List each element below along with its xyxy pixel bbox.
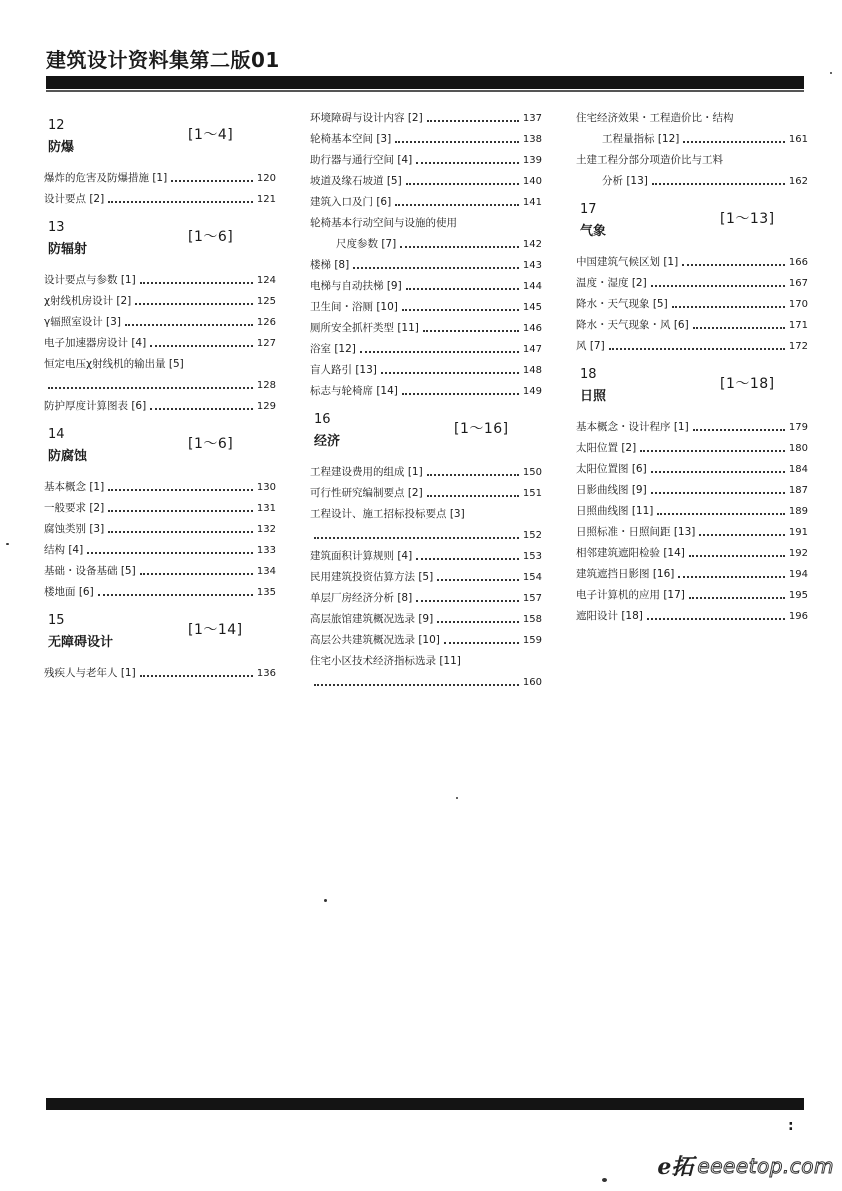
chapter-number: 15 [48, 613, 65, 628]
entry-page: 133 [256, 545, 276, 556]
entry-title: 可行性研究编制要点 [2] [310, 487, 423, 499]
chapter-range: [1～13] [720, 211, 775, 227]
entry-title: 防护厚度计算图表 [6] [44, 400, 147, 412]
entry-title: 工程量指标 [12] [602, 133, 680, 145]
entry-page: 124 [256, 275, 276, 286]
entry-title: 设计要点 [2] [44, 193, 105, 205]
entry-title: 降水・天气现象 [5] [576, 298, 668, 310]
toc-entry [44, 519, 276, 540]
toc-entry [44, 354, 276, 375]
toc-entry [44, 375, 276, 396]
chapter-name: 经济 [314, 434, 341, 449]
entry-page: 167 [788, 278, 808, 289]
chapter-name: 防辐射 [48, 242, 88, 257]
dot-leader [683, 141, 785, 143]
dot-leader [657, 513, 785, 515]
page-title: 建筑设计资料集第二版01 [46, 48, 280, 72]
toc-entry [44, 291, 276, 312]
dot-leader [416, 162, 519, 164]
footer-mark: : [788, 1118, 794, 1134]
toc-entry [576, 480, 808, 501]
header-rule [46, 76, 804, 89]
toc-entry [576, 501, 808, 522]
chapter-heading [44, 214, 276, 264]
chapter-number: 18 [580, 367, 597, 382]
entry-page: 180 [788, 443, 808, 454]
entry-page: 141 [522, 197, 542, 208]
dot-leader [444, 642, 519, 644]
entry-page: 192 [788, 548, 808, 559]
entry-page: 158 [522, 614, 542, 625]
entry-title: 浴室 [12] [310, 343, 356, 355]
toc-entry [576, 129, 808, 150]
chapter-number: 13 [48, 220, 65, 235]
toc-entry [310, 129, 542, 150]
dot-leader [427, 474, 519, 476]
chapter-name: 气象 [580, 224, 607, 239]
entry-title: 工程建设费用的组成 [1] [310, 466, 423, 478]
entry-page: 131 [256, 503, 276, 514]
dot-leader [395, 204, 519, 206]
entry-title: 相邻建筑遮阳检验 [14] [576, 547, 685, 559]
dot-leader [406, 288, 519, 290]
entry-title: χ射线机房设计 [2] [44, 295, 132, 307]
toc-entry [576, 273, 808, 294]
entry-page: 162 [788, 176, 808, 187]
entry-page: 166 [788, 257, 808, 268]
entry-title: 分析 [13] [602, 175, 648, 187]
entry-title: 建筑面积计算规则 [4] [310, 550, 413, 562]
toc-entry [44, 396, 276, 417]
toc-entry [310, 462, 542, 483]
toc-entry [576, 459, 808, 480]
entry-title: 温度・湿度 [2] [576, 277, 647, 289]
entry-page: 136 [256, 668, 276, 679]
dot-leader [353, 267, 519, 269]
dot-leader [672, 306, 785, 308]
entry-page: 125 [256, 296, 276, 307]
toc-entry [44, 582, 276, 603]
toc-entry [310, 234, 542, 255]
toc-entry [310, 297, 542, 318]
dot-leader [381, 372, 519, 374]
entry-title: 民用建筑投资估算方法 [5] [310, 571, 434, 583]
entry-title: 结构 [4] [44, 544, 84, 556]
dot-leader [437, 621, 519, 623]
chapter-range: [1～6] [188, 436, 234, 452]
entry-page: 149 [522, 386, 542, 397]
entry-title: 降水・天气现象・风 [6] [576, 319, 689, 331]
dot-leader [689, 597, 785, 599]
toc-entry [310, 360, 542, 381]
chapter-heading [44, 421, 276, 471]
entry-page: 140 [522, 176, 542, 187]
entry-title: 太阳位置 [2] [576, 442, 637, 454]
entry-page: 134 [256, 566, 276, 577]
entry-title: 基本概念 [1] [44, 481, 105, 493]
toc-entry [576, 315, 808, 336]
entry-page: 132 [256, 524, 276, 535]
dot-leader [402, 309, 519, 311]
toc-entry [310, 651, 542, 672]
entry-page: 142 [522, 239, 542, 250]
entry-title: 标志与轮椅席 [14] [310, 385, 398, 397]
dot-leader [651, 285, 785, 287]
chapter-heading [44, 607, 276, 657]
dot-leader [609, 348, 785, 350]
entry-title: 坡道及缘石坡道 [5] [310, 175, 402, 187]
entry-page: 191 [788, 527, 808, 538]
dot-leader [652, 183, 785, 185]
dot-leader [699, 534, 785, 536]
entry-page: 161 [788, 134, 808, 145]
dot-leader [423, 330, 519, 332]
toc-entry [44, 168, 276, 189]
toc-entry [576, 336, 808, 357]
entry-title: 中国建筑气候区划 [1] [576, 256, 679, 268]
dot-leader [314, 684, 519, 686]
chapter-number: 14 [48, 427, 65, 442]
scan-speck [6, 543, 9, 545]
toc-entry [310, 483, 542, 504]
entry-page: 159 [522, 635, 542, 646]
entry-title: 楼地面 [6] [44, 586, 94, 598]
entry-title: 电子计算机的应用 [17] [576, 589, 685, 601]
entry-title: 风 [7] [576, 340, 605, 352]
dot-leader [140, 573, 253, 575]
toc-entry [576, 417, 808, 438]
dot-leader [108, 201, 253, 203]
entry-title: 日照曲线图 [11] [576, 505, 654, 517]
watermark-site: eeeetop.com [697, 1153, 834, 1178]
toc-entry [44, 663, 276, 684]
chapter-number: 16 [314, 412, 331, 427]
entry-page: 150 [522, 467, 542, 478]
entry-title: 工程设计、施工招标投标要点 [3] [310, 508, 465, 520]
dot-leader [437, 579, 519, 581]
entry-page: 144 [522, 281, 542, 292]
dot-leader [395, 141, 519, 143]
entry-page: 170 [788, 299, 808, 310]
toc-entry [310, 108, 542, 129]
chapter-range: [1～16] [454, 421, 509, 437]
toc-column-1 [44, 108, 276, 684]
watermark-logo: e拓 [657, 1154, 694, 1180]
entry-title: 助行器与通行空间 [4] [310, 154, 413, 166]
entry-title: 太阳位置图 [6] [576, 463, 647, 475]
entry-title: 环境障碍与设计内容 [2] [310, 112, 423, 124]
dot-leader [140, 282, 253, 284]
toc-entry [310, 567, 542, 588]
dot-leader [140, 675, 253, 677]
toc-entry [310, 213, 542, 234]
dot-leader [150, 408, 253, 410]
dot-leader [651, 471, 785, 473]
toc-column-3 [576, 108, 808, 627]
entry-title: 住宅小区技术经济指标选录 [11] [310, 655, 461, 667]
dot-leader [150, 345, 253, 347]
toc-column-2 [310, 108, 542, 693]
dot-leader [87, 552, 253, 554]
entry-page: 130 [256, 482, 276, 493]
toc-entry [44, 333, 276, 354]
dot-leader [651, 492, 785, 494]
entry-page: 143 [522, 260, 542, 271]
dot-leader [402, 393, 519, 395]
entry-page: 137 [522, 113, 542, 124]
watermark [657, 1150, 834, 1181]
entry-title: 卫生间・浴厕 [10] [310, 301, 398, 313]
entry-title: 基础・设备基础 [5] [44, 565, 136, 577]
entry-title: 设计要点与参数 [1] [44, 274, 136, 286]
entry-page: 139 [522, 155, 542, 166]
entry-title: 盲人路引 [13] [310, 364, 377, 376]
chapter-name: 防腐蚀 [48, 449, 88, 464]
chapter-range: [1～4] [188, 127, 234, 143]
entry-title: 轮椅基本空间 [3] [310, 133, 392, 145]
entry-page: 171 [788, 320, 808, 331]
toc-entry [576, 108, 808, 129]
entry-title: 楼梯 [8] [310, 259, 350, 271]
dot-leader [416, 558, 519, 560]
toc-entry [310, 339, 542, 360]
chapter-heading [576, 361, 808, 411]
chapter-number: 17 [580, 202, 597, 217]
chapter-number: 12 [48, 118, 65, 133]
entry-title: 建筑入口及门 [6] [310, 196, 392, 208]
entry-title: 住宅经济效果・工程造价比・结构 [576, 112, 734, 124]
toc-entry [44, 189, 276, 210]
entry-page: 152 [522, 530, 542, 541]
entry-page: 147 [522, 344, 542, 355]
entry-page: 135 [256, 587, 276, 598]
chapter-range: [1～6] [188, 229, 234, 245]
entry-page: 129 [256, 401, 276, 412]
entry-title: 高层旅馆建筑概况选录 [9] [310, 613, 434, 625]
entry-title: 单层厂房经济分析 [8] [310, 592, 413, 604]
entry-title: 遮阳设计 [18] [576, 610, 643, 622]
entry-page: 126 [256, 317, 276, 328]
dot-leader [427, 495, 519, 497]
dot-leader [678, 576, 785, 578]
entry-page: 157 [522, 593, 542, 604]
scan-speck [830, 72, 832, 74]
dot-leader [108, 531, 253, 533]
scan-speck [602, 1178, 607, 1182]
dot-leader [427, 120, 519, 122]
toc-entry [44, 498, 276, 519]
entry-title: 基本概念・设计程序 [1] [576, 421, 689, 433]
entry-title: 电梯与自动扶梯 [9] [310, 280, 402, 292]
dot-leader [693, 429, 785, 431]
dot-leader [400, 246, 519, 248]
toc-entry [310, 318, 542, 339]
scan-speck [324, 899, 327, 902]
toc-entry [310, 150, 542, 171]
entry-page: 160 [522, 677, 542, 688]
entry-title: 一般要求 [2] [44, 502, 105, 514]
toc-entry [310, 609, 542, 630]
chapter-name: 日照 [580, 389, 607, 404]
dot-leader [360, 351, 519, 353]
entry-page: 184 [788, 464, 808, 475]
entry-page: 127 [256, 338, 276, 349]
toc-entry [310, 255, 542, 276]
dot-leader [108, 510, 253, 512]
dot-leader [416, 600, 519, 602]
toc-entry [310, 171, 542, 192]
entry-page: 128 [256, 380, 276, 391]
chapter-range: [1～14] [188, 622, 243, 638]
entry-page: 194 [788, 569, 808, 580]
toc-entry [310, 588, 542, 609]
dot-leader [98, 594, 253, 596]
entry-page: 172 [788, 341, 808, 352]
entry-page: 121 [256, 194, 276, 205]
footer-rule [46, 1098, 804, 1110]
entry-title: γ辐照室设计 [3] [44, 316, 121, 328]
entry-page: 151 [522, 488, 542, 499]
toc-entry [576, 438, 808, 459]
dot-leader [314, 537, 519, 539]
entry-title: 尺度参数 [7] [336, 238, 397, 250]
toc-entry [576, 294, 808, 315]
chapter-range: [1～18] [720, 376, 775, 392]
entry-page: 189 [788, 506, 808, 517]
entry-title: 土建工程分部分项造价比与工料 [576, 154, 723, 166]
dot-leader [682, 264, 785, 266]
entry-page: 196 [788, 611, 808, 622]
entry-title: 日影曲线图 [9] [576, 484, 647, 496]
toc-entry [44, 561, 276, 582]
entry-page: 154 [522, 572, 542, 583]
toc-entry [44, 270, 276, 291]
entry-page: 153 [522, 551, 542, 562]
entry-page: 195 [788, 590, 808, 601]
dot-leader [406, 183, 519, 185]
toc-entry [576, 522, 808, 543]
dot-leader [48, 387, 253, 389]
entry-page: 179 [788, 422, 808, 433]
chapter-heading [576, 196, 808, 246]
dot-leader [640, 450, 785, 452]
entry-title: 腐蚀类别 [3] [44, 523, 105, 535]
entry-title: 轮椅基本行动空间与设施的使用 [310, 217, 457, 229]
toc-entry [576, 252, 808, 273]
dot-leader [693, 327, 785, 329]
entry-title: 厕所安全抓杆类型 [11] [310, 322, 419, 334]
entry-title: 恒定电压χ射线机的输出量 [5] [44, 358, 184, 370]
header-hairline [46, 90, 804, 92]
entry-title: 建筑遮挡日影图 [16] [576, 568, 675, 580]
entry-title: 电子加速器房设计 [4] [44, 337, 147, 349]
toc-entry [576, 585, 808, 606]
toc-entry [310, 276, 542, 297]
toc-entry [44, 540, 276, 561]
dot-leader [647, 618, 785, 620]
chapter-heading [44, 112, 276, 162]
toc-entry [44, 477, 276, 498]
toc-entry [310, 525, 542, 546]
scan-speck [456, 797, 458, 799]
chapter-name: 无障碍设计 [48, 635, 114, 650]
toc-entry [310, 381, 542, 402]
chapter-heading [310, 406, 542, 456]
chapter-name: 防爆 [48, 140, 75, 155]
entry-page: 148 [522, 365, 542, 376]
toc-entry [310, 630, 542, 651]
dot-leader [135, 303, 253, 305]
dot-leader [689, 555, 785, 557]
toc-entry [310, 192, 542, 213]
entry-title: 高层公共建筑概况选录 [10] [310, 634, 440, 646]
toc-entry [310, 546, 542, 567]
entry-page: 187 [788, 485, 808, 496]
toc-entry [576, 543, 808, 564]
toc-entry [310, 504, 542, 525]
entry-title: 日照标准・日照间距 [13] [576, 526, 696, 538]
toc-entry [576, 564, 808, 585]
entry-page: 138 [522, 134, 542, 145]
entry-title: 残疾人与老年人 [1] [44, 667, 136, 679]
dot-leader [125, 324, 253, 326]
dot-leader [171, 180, 253, 182]
toc-entry [576, 171, 808, 192]
entry-title: 爆炸的危害及防爆措施 [1] [44, 172, 168, 184]
toc-entry [310, 672, 542, 693]
toc-entry [576, 606, 808, 627]
entry-page: 146 [522, 323, 542, 334]
toc-entry [576, 150, 808, 171]
entry-page: 145 [522, 302, 542, 313]
dot-leader [108, 489, 253, 491]
entry-page: 120 [256, 173, 276, 184]
toc-entry [44, 312, 276, 333]
